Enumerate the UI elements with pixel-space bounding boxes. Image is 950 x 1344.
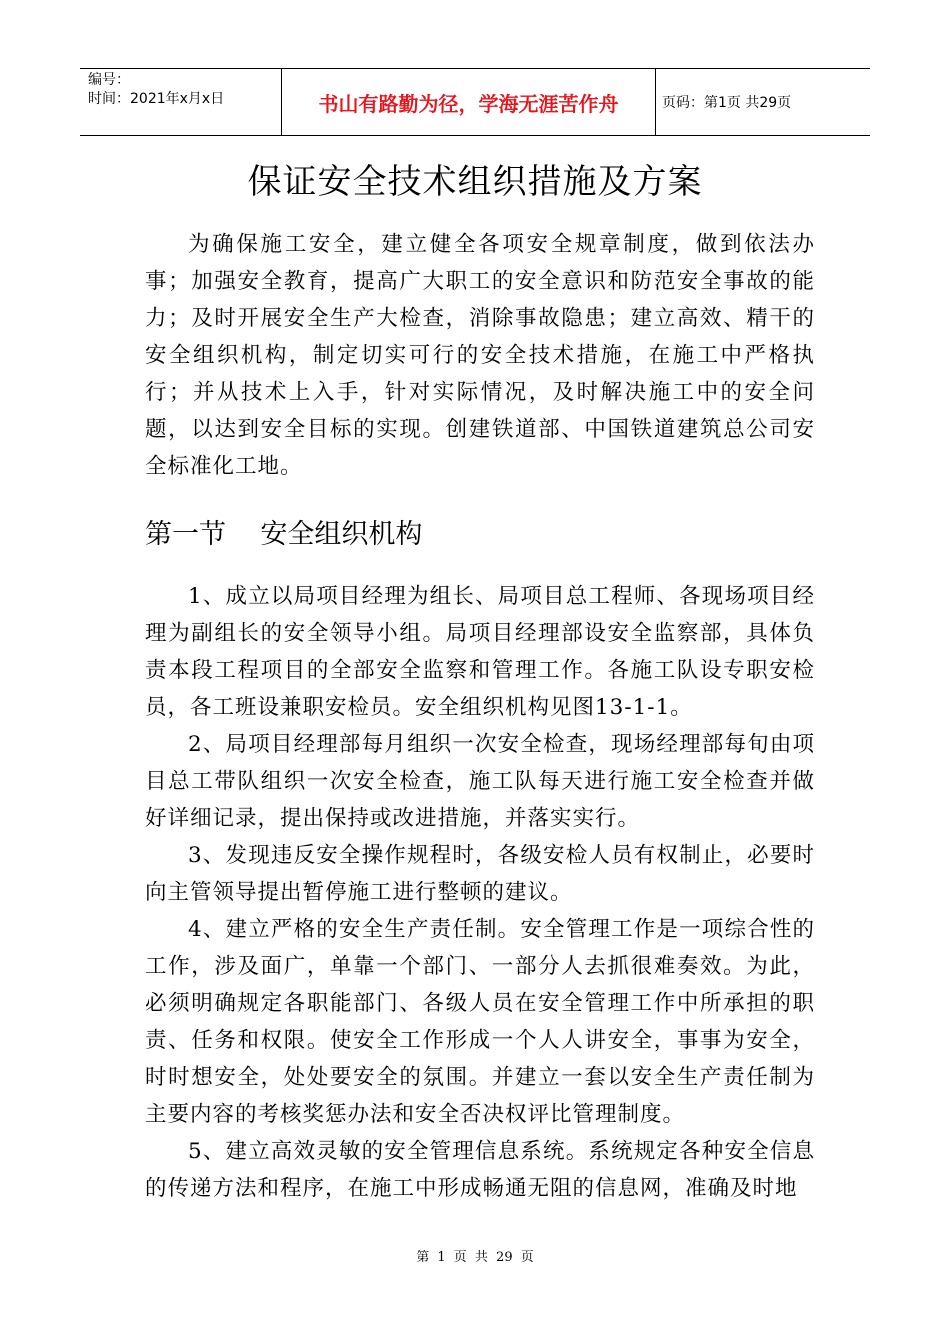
document-title: 保证安全技术组织措施及方案 [247,162,703,202]
section-body [145,578,815,1207]
page-footer: 第 1 页 共 29 页 [416,1250,534,1265]
header-page-code: 页码：第1页 共29页 [662,95,792,111]
body-paragraph: 3、发现违反安全操作规程时，各级安检人员有权制止，必要时向主管领导提出暂停施工进行整顿的建议。 [145,843,815,905]
body-paragraph: 4、建立严格的安全生产责任制。安全管理工作是一项综合性的工作，涉及面广，单靠一个部门、一部分人去抓很难奏效。为此，必须明确规定各职能部门、各级人员在安全管理工作中所承担的职责、任务和权限。使安全工作形成一个人人讲安全，事事为安全，时时想安全，处处要安全的氛围。并建立一套以安全生产责任制为主要内容的考核奖惩办法和安全否决权评比管理制度。 [145,917,815,1127]
document-time-label: 时间：2021年x月x日 [88,91,225,107]
section-heading: 第一节 安全组织机构 [145,519,423,550]
header-motto: 书山有路勤为径，学海无涯苦作舟 [282,69,656,135]
page-header [80,68,870,136]
intro-paragraph: 为确保施工安全，建立健全各项安全规章制度，做到依法办事；加强安全教育，提高广大职工的安全意识和防范安全事故的能力；及时开展安全生产大检查，消除事故隐患；建立高效、精干的安全组织机构，制定切实可行的安全技术措施，在施工中严格执行；并从技术上入手，针对实际情况，及时解决施工中的安全问题，以达到安全目标的实现。创建铁道部、中国铁道建筑总公司安全标准化工地。 [145,232,815,479]
document-number-label: 编号： [88,72,130,88]
body-paragraph: 5、建立高效灵敏的安全管理信息系统。系统规定各种安全信息的传递方法和程序，在施工中形成畅通无阻的信息网，准确及时地 [145,1139,815,1201]
intro-section [145,226,815,485]
header-meta [80,69,282,135]
body-paragraph: 2、局项目经理部每月组织一次安全检查，现场经理部每旬由项目总工带队组织一次安全检查，施工队每天进行施工安全检查并做好详细记录，提出保持或改进措施，并落实实行。 [145,732,815,831]
body-paragraph: 1、成立以局项目经理为组长、局项目总工程师、各现场项目经理为副组长的安全领导小组。局项目经理部设安全监察部，具体负责本段工程项目的全部安全监察和管理工作。各施工队设专职安检员，各工班设兼职安检员。安全组织机构见图13-1-1。 [145,584,815,720]
